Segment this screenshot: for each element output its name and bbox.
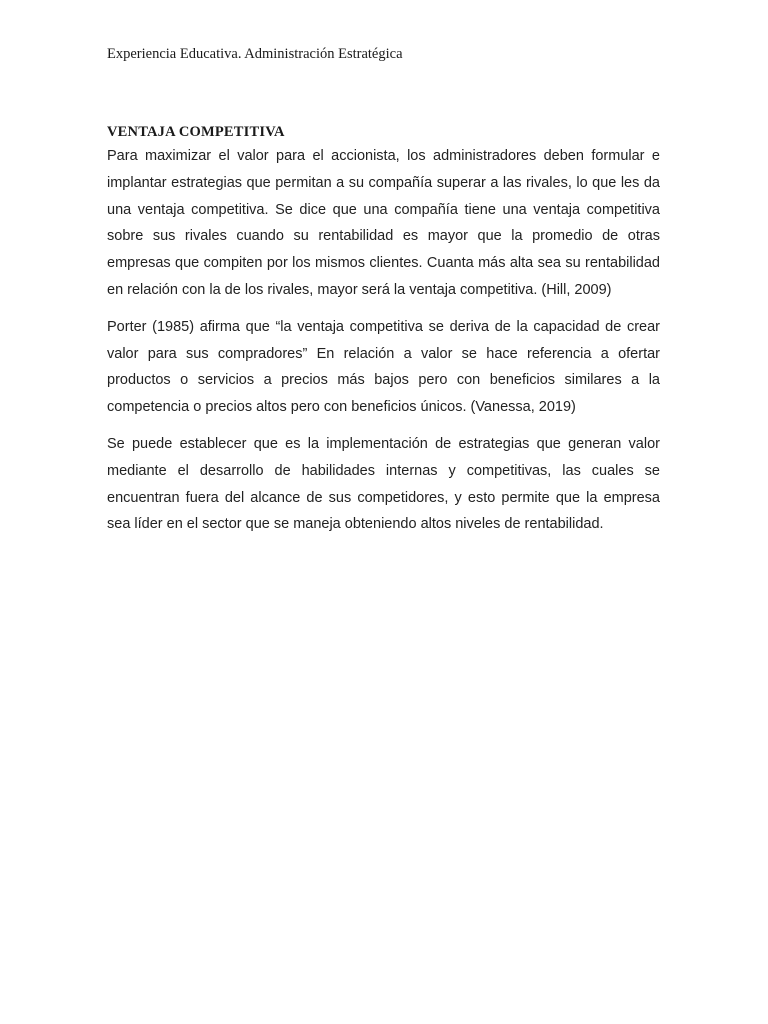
paragraph-1: Para maximizar el valor para el accionista, los administradores deben formular e implantar estrategias que permitan a su compañía superar a las rivales, lo que les da una ventaja competitiva. Se dice que una compañía tiene una ventaja competitiva sobre sus rivales cuando su rentabilidad es mayor que la promedio de otras empresas que compiten por los mismos clientes. Cuanta más alta sea su rentabilidad en relación con la de los rivales, mayor será la ventaja competitiva. (Hill, 2009)	[107, 148, 660, 298]
paragraph-3: Se puede establecer que es la implementación de estrategias que generan valor mediante el desarrollo de habilidades internas y competitivas, las cuales se encuentran fuera del alcance de sus competidores, y esto permite que la empresa sea líder en el sector que se maneja obteniendo altos niveles de rentabilidad.	[107, 435, 660, 533]
page-header: Experiencia Educativa. Administración Estratégica	[107, 46, 403, 62]
paragraph-2: Porter (1985) afirma que “la ventaja competitiva se deriva de la capacidad de crear valor para sus compradores” En relación a valor se hace referencia a ofertar productos o servicios a precios más bajos pero con beneficios similares a la competencia o precios altos pero con beneficios únicos. (Vanessa, 2019)	[107, 318, 660, 416]
document-body	[107, 124, 660, 548]
section-heading: VENTAJA COMPETITIVA	[107, 124, 285, 140]
